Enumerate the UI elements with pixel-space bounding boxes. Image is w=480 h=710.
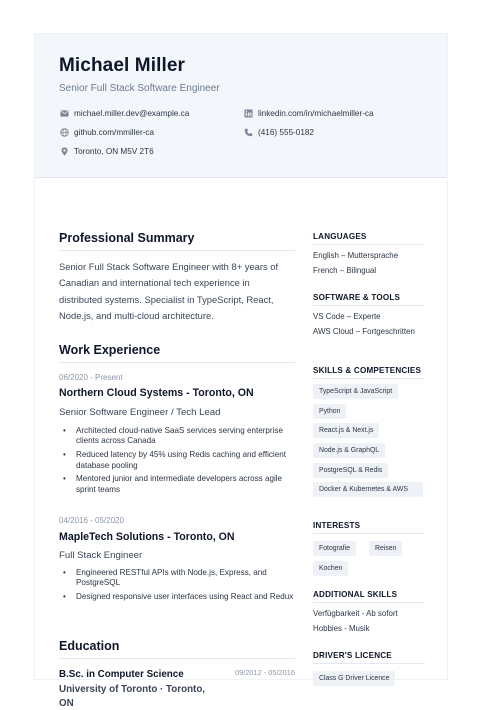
skill-chip: Docker & Kubernetes & AWS <box>313 482 423 497</box>
additional-skills-divider <box>313 602 425 603</box>
languages-divider <box>313 244 425 245</box>
contact-email[interactable] <box>59 108 189 118</box>
mail-icon <box>59 108 69 118</box>
contact-location <box>59 146 154 156</box>
languages-heading: LANGUAGES <box>313 232 367 241</box>
licence-heading: DRIVER'S LICENCE <box>313 651 392 660</box>
job-bullet: • Mentored junior and intermediate developers across agile sprint teams <box>59 474 295 495</box>
interest-chip: Fotografie <box>313 541 356 556</box>
experience-heading: Work Experience <box>59 343 161 357</box>
linkedin-icon <box>243 108 253 118</box>
skill-chip: TypeScript & JavaScript <box>313 384 398 399</box>
job-bullet: • Architected cloud-native SaaS services serving enterprise clients across Canada <box>59 426 295 447</box>
job-bullet: • Designed responsive user interfaces using React and Redux <box>59 592 295 602</box>
job-bullet: • Engineered RESTful APIs with Node.js, Express, and PostgreSQL <box>59 568 295 589</box>
location-pin-icon <box>59 146 69 156</box>
interest-chip: Reisen <box>369 541 402 556</box>
additional-skills-heading: ADDITIONAL SKILLS <box>313 590 398 599</box>
language-item: French – Bilingual <box>313 266 377 275</box>
job-bullet: • Reduced latency by 45% using Redis caching and efficient database pooling <box>59 450 295 471</box>
interests-divider <box>313 533 425 534</box>
job-role: Full Stack Engineer <box>59 550 143 561</box>
job-company: Northern Cloud Systems - Toronto, ON <box>59 387 254 399</box>
job-bullets <box>59 426 295 498</box>
contact-github[interactable] <box>59 127 154 137</box>
licence-divider <box>313 663 425 664</box>
contact-phone-text: (416) 555-0182 <box>258 127 314 137</box>
language-item: English – Muttersprache <box>313 251 399 260</box>
interests-heading: INTERESTS <box>313 521 361 530</box>
job-role: Senior Software Engineer / Tech Lead <box>59 407 221 418</box>
skills-divider <box>313 378 425 379</box>
education-date: 09/2012 - 05/2016 <box>235 668 295 677</box>
additional-skill-item: Hobbies - Musik <box>313 624 370 633</box>
software-divider <box>313 305 425 306</box>
software-item: VS Code – Experte <box>313 312 381 321</box>
summary-text: Senior Full Stack Software Engineer with 8+ years of Canadian and international tech experience in distributed systems. Specialist in TypeScript, React, Node.js, and multi-cloud architecture. <box>59 261 279 321</box>
licence-chip: Class G Driver Licence <box>313 671 395 686</box>
summary-divider <box>59 250 295 251</box>
resume-page <box>35 34 447 709</box>
job-bullets <box>59 568 295 606</box>
summary-heading: Professional Summary <box>59 231 195 245</box>
skill-chip: React.js & Next.js <box>313 423 379 438</box>
phone-icon <box>243 127 253 137</box>
resume-header <box>35 34 447 178</box>
candidate-title: Senior Full Stack Software Engineer <box>59 83 220 94</box>
contact-phone[interactable] <box>243 127 314 137</box>
candidate-name: Michael Miller <box>59 55 185 76</box>
skill-chip: Python <box>313 404 346 419</box>
globe-icon <box>59 127 69 137</box>
job-company: MapleTech Solutions - Toronto, ON <box>59 531 235 543</box>
education-heading: Education <box>59 639 120 653</box>
contact-linkedin-text: linkedin.com/in/michaelmiller-ca <box>258 108 374 118</box>
education-divider <box>59 658 295 659</box>
skills-heading: SKILLS & COMPETENCIES <box>313 366 422 375</box>
interest-chip: Kochen <box>313 561 348 576</box>
contact-location-text: Toronto, ON M5V 2T6 <box>74 146 154 156</box>
software-heading: SOFTWARE & TOOLS <box>313 293 401 302</box>
education-school: University of Toronto · Toronto, ON <box>59 684 206 709</box>
contact-email-text: michael.miller.dev@example.ca <box>74 108 190 118</box>
additional-skill-item: Verfügbarkeit - Ab sofort <box>313 609 398 618</box>
job-date: 04/2016 - 05/2020 <box>59 516 124 525</box>
software-item: AWS Cloud – Fortgeschritten <box>313 327 415 336</box>
experience-divider <box>59 362 295 363</box>
contact-github-text: github.com/mmiller-ca <box>74 127 155 137</box>
contact-linkedin[interactable] <box>243 108 374 118</box>
education-degree: B.Sc. in Computer Science <box>59 669 184 680</box>
skill-chip: PostgreSQL & Redis <box>313 463 388 478</box>
job-date: 06/2020 - Present <box>59 373 123 382</box>
skill-chip: Node.js & GraphQL <box>313 443 385 458</box>
